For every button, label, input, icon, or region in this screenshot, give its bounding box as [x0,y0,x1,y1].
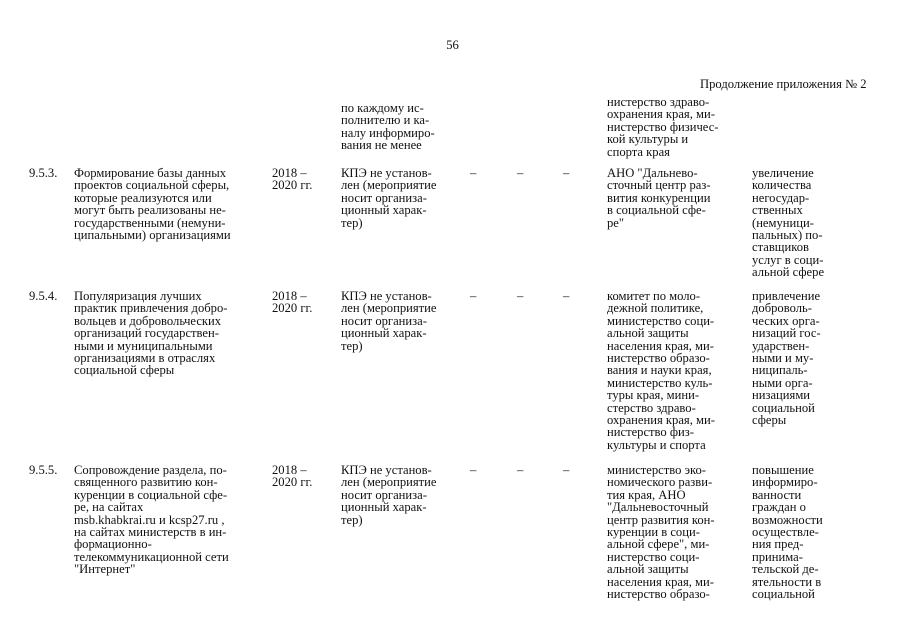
row-indicator: КПЭ не установ- лен (мероприятие носит организа- ционный харак- тер) [341,166,437,230]
row-number: 9.5.3. [29,166,58,180]
row-executor: АНО "Дальнево- сточный центр раз- вития конкуренции в социальной сфе- ре" [607,166,711,230]
row-result: увеличение количества негосудар- ственных (немуници- пальных) по- ставщиков услуг в соци- альной сфере [752,166,825,280]
row-dash-1: – [470,289,477,303]
row-executor: комитет по моло- дежной политике, министерство соци- альной защиты населения края, ми- нистерство образо- вания и науки края, министерство куль- туры края, мини- стерство здраво- охранения края, ми- нистерство физ- культуры и спорта [607,289,715,452]
row-dash-2: – [517,463,524,477]
row-indicator: КПЭ не установ- лен (мероприятие носит организа- ционный харак- тер) [341,463,437,527]
row-measure: Сопровождение раздела, по- священного развитию кон- куренции в социальной сфе- ре, на сайтах msb.khabkrai.ru и kcsp27.ru , на сайтах министерств в ин- формационно- телекоммуникационной сети "Интернет" [74,463,229,577]
row-result: повышение информиро- ванности граждан о возможности осуществле- ния пред- принима- тельской де- ятельности в социальной [752,463,823,602]
row-dash-2: – [517,166,524,180]
top-fragment-executor: нистерство здраво- охранения края, ми- нистерство физичес- кой культуры и спорта края [607,95,719,159]
row-measure: Популяризация лучших практик привлечения добро- вольцев и добровольческих организаций государствен- ными и муниципальными организациями в отраслях социальной сферы [74,289,228,378]
row-result: привлечение доброволь- ческих орга- низаций гос- ударствен- ными и му- ниципаль- ными орга- низациями социальной сферы [752,289,821,428]
row-dash-3: – [563,463,570,477]
page-number: 56 [446,38,459,52]
row-period: 2018 – 2020 гг. [272,289,313,316]
row-period: 2018 – 2020 гг. [272,463,313,490]
row-dash-1: – [470,463,477,477]
top-fragment-indicator: по каждому ис- полнителю и ка- налу информиро- вания не менее [341,101,435,153]
row-number: 9.5.4. [29,289,58,303]
row-dash-3: – [563,289,570,303]
row-executor: министерство эко- номического разви- тия края, АНО "Дальневосточный центр развития кон- куренции в соци- альной сфере", ми- нистерство соци- альной защиты населения края, ми- нистерство образо- [607,463,715,602]
row-period: 2018 – 2020 гг. [272,166,313,193]
row-measure: Формирование базы данных проектов социальной сферы, которые реализуются или могут быть реализованы не- государственными (немуни- ципальными) организациями [74,166,231,243]
continuation-label: Продолжение приложения № 2 [700,77,867,91]
row-number: 9.5.5. [29,463,58,477]
row-dash-2: – [517,289,524,303]
row-dash-3: – [563,166,570,180]
row-indicator: КПЭ не установ- лен (мероприятие носит организа- ционный харак- тер) [341,289,437,353]
row-dash-1: – [470,166,477,180]
